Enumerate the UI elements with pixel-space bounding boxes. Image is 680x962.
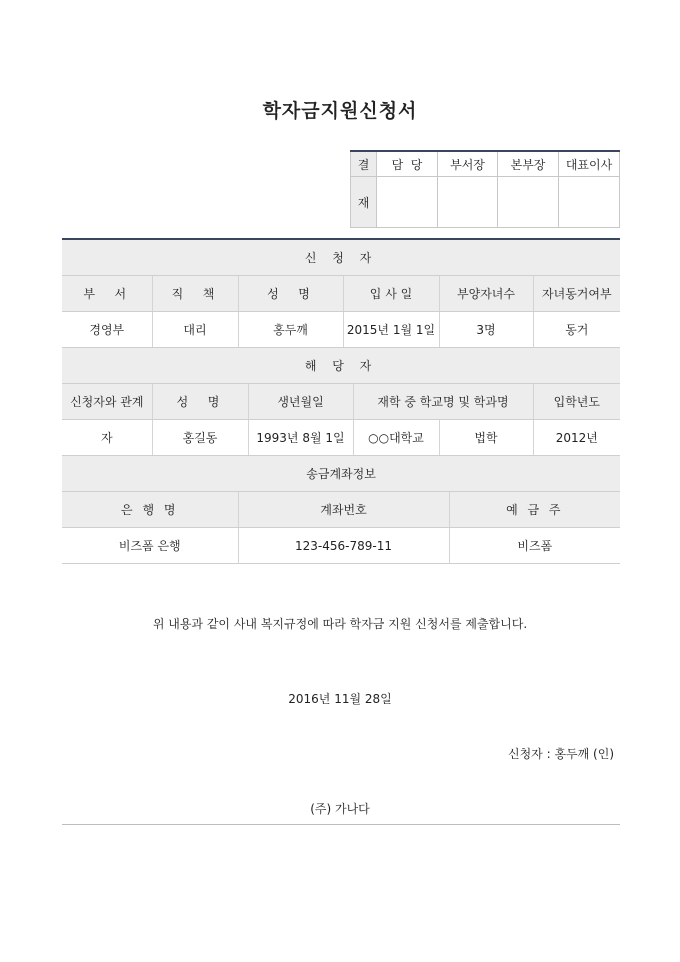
approval-sign-dept-head[interactable] bbox=[438, 177, 498, 228]
beneficiary-header-birthdate: 생년월일 bbox=[248, 384, 353, 420]
beneficiary-birthdate-value[interactable]: 1993년 8월 1일 bbox=[248, 420, 353, 456]
account-section-header: 송금계좌정보 bbox=[62, 456, 620, 492]
applicant-dept-value[interactable]: 경영부 bbox=[62, 312, 152, 348]
approval-sign-division-head[interactable] bbox=[498, 177, 559, 228]
applicant-header-hire-date: 입 사 일 bbox=[343, 276, 439, 312]
approval-box bbox=[350, 150, 620, 228]
account-number-value[interactable]: 123-456-789-11 bbox=[238, 528, 449, 564]
approval-col-manager: 담 당 bbox=[377, 151, 438, 177]
beneficiary-header-relation: 신청자와 관계 bbox=[62, 384, 152, 420]
applicant-dependents-value[interactable]: 3명 bbox=[439, 312, 533, 348]
applicant-header-cohabitation: 자녀동거여부 bbox=[533, 276, 620, 312]
applicant-hire-date-value[interactable]: 2015년 1월 1일 bbox=[343, 312, 439, 348]
applicant-header-dependents: 부양자녀수 bbox=[439, 276, 533, 312]
beneficiary-name-value[interactable]: 홍길동 bbox=[152, 420, 248, 456]
applicant-header-position: 직 책 bbox=[152, 276, 238, 312]
account-bank-value[interactable]: 비즈폼 은행 bbox=[62, 528, 238, 564]
applicant-header-dept: 부 서 bbox=[62, 276, 152, 312]
submission-date: 2016년 11월 28일 bbox=[288, 692, 392, 706]
application-form bbox=[62, 238, 620, 564]
beneficiary-section-header: 해 당 자 bbox=[62, 348, 620, 384]
beneficiary-entrance-year-value[interactable]: 2012년 bbox=[533, 420, 620, 456]
approval-label-bottom: 재 bbox=[351, 177, 377, 228]
account-header-bank: 은 행 명 bbox=[62, 492, 238, 528]
document-title: 학자금지원신청서 bbox=[262, 100, 418, 122]
beneficiary-header-entrance-year: 입학년도 bbox=[533, 384, 620, 420]
statement-text: 위 내용과 같이 사내 복지규정에 따라 학자금 지원 신청서를 제출합니다. bbox=[152, 617, 528, 631]
approval-col-division-head: 본부장 bbox=[498, 151, 559, 177]
account-header-holder: 예 금 주 bbox=[449, 492, 620, 528]
approval-sign-ceo[interactable] bbox=[559, 177, 620, 228]
applicant-name-value[interactable]: 홍두깨 bbox=[238, 312, 343, 348]
beneficiary-header-name: 성 명 bbox=[152, 384, 248, 420]
footer-divider bbox=[62, 824, 620, 825]
applicant-header-name: 성 명 bbox=[238, 276, 343, 312]
applicant-signature: 신청자 : 홍두깨 (인) bbox=[508, 747, 614, 761]
beneficiary-header-school: 재학 중 학교명 및 학과명 bbox=[353, 384, 533, 420]
beneficiary-major-value[interactable]: 법학 bbox=[439, 420, 533, 456]
company-name: (주) 가나다 bbox=[310, 802, 370, 816]
approval-sign-manager[interactable] bbox=[377, 177, 438, 228]
approval-col-ceo: 대표이사 bbox=[559, 151, 620, 177]
account-header-number: 계좌번호 bbox=[238, 492, 449, 528]
applicant-position-value[interactable]: 대리 bbox=[152, 312, 238, 348]
applicant-cohabitation-value[interactable]: 동거 bbox=[533, 312, 620, 348]
beneficiary-school-value[interactable]: ○○대학교 bbox=[353, 420, 439, 456]
approval-col-dept-head: 부서장 bbox=[438, 151, 498, 177]
applicant-section-header: 신 청 자 bbox=[62, 239, 620, 276]
approval-label-top: 결 bbox=[351, 151, 377, 177]
account-holder-value[interactable]: 비즈폼 bbox=[449, 528, 620, 564]
beneficiary-relation-value[interactable]: 자 bbox=[62, 420, 152, 456]
